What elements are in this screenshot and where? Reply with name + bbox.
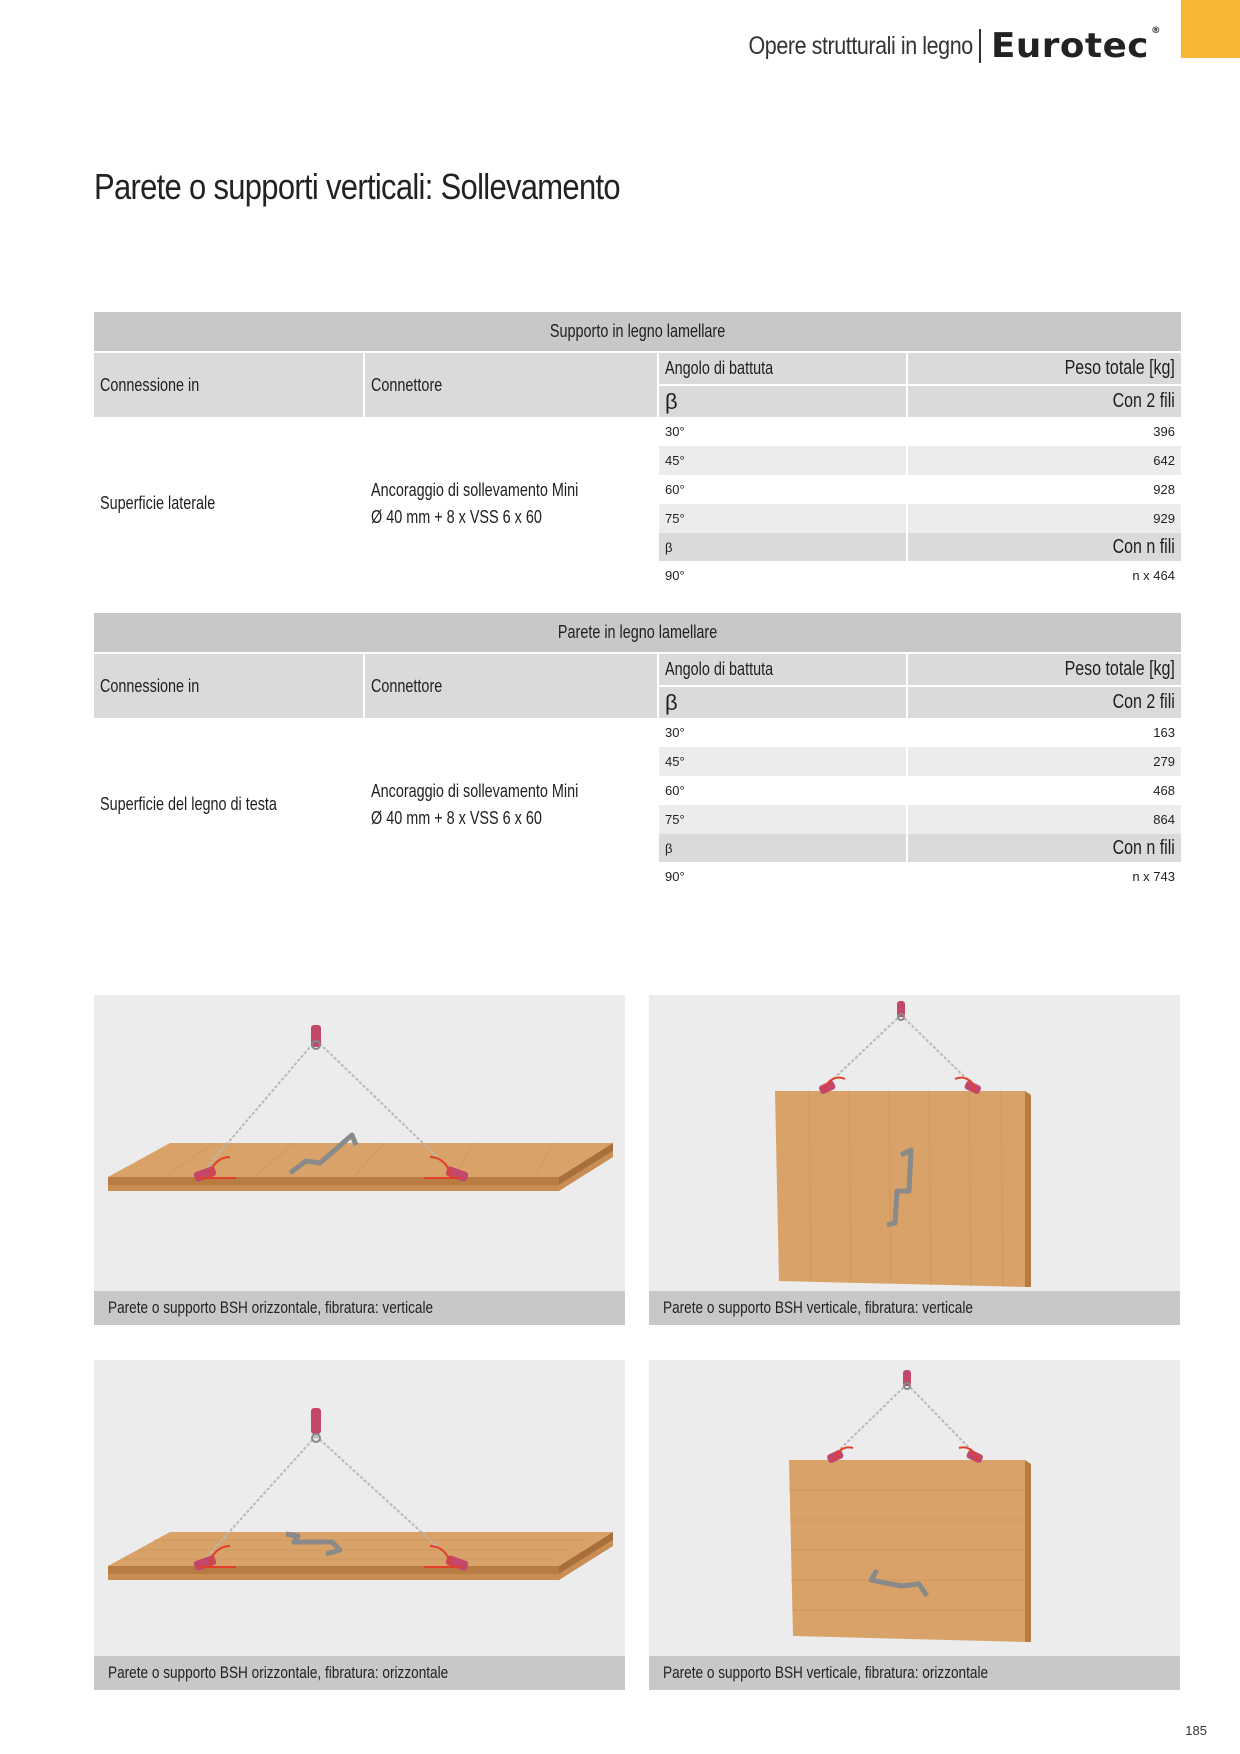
header-angolo: Angolo di battuta: [659, 654, 906, 685]
table-row: 45° 642: [659, 446, 1181, 475]
figure-vertical-vertical-grain: [649, 995, 1180, 1325]
header-connessione: Connessione in: [94, 353, 363, 417]
page-title: Parete o supporti verticali: Sollevamento: [94, 166, 620, 207]
header-beta: β: [659, 386, 906, 417]
cell-connessione: Superficie del legno di testa: [100, 794, 277, 814]
vertical-panel-illustration: [649, 995, 1180, 1291]
figure-caption: Parete o supporto BSH orizzontale, fibratura: orizzontale: [94, 1656, 625, 1690]
table-title: Supporto in legno lamellare: [94, 312, 1181, 351]
section-title: Opere strutturali in legno: [748, 31, 973, 60]
header-beta: β: [659, 687, 906, 718]
table-row: 75° 864: [659, 805, 1181, 834]
brand-name: Eurotec: [990, 26, 1149, 66]
table-body: [94, 417, 1181, 590]
vertical-panel-illustration: [649, 1360, 1180, 1656]
figure-vertical-horizontal-grain: [649, 1360, 1180, 1690]
header-peso: Peso totale [kg]: [908, 654, 1181, 685]
header-connettore: Connettore: [365, 654, 657, 718]
load-table-parete: [94, 613, 1181, 891]
header-connessione: Connessione in: [94, 654, 363, 718]
figure-horizontal-vertical-grain: [94, 995, 625, 1325]
figure-horizontal-horizontal-grain: [94, 1360, 625, 1690]
cell-connessione: Superficie laterale: [100, 493, 216, 513]
cell-connettore: Ancoraggio di sollevamento Mini Ø 40 mm + 8 x VSS 6 x 60: [371, 479, 579, 527]
table-body: [94, 718, 1181, 891]
page-number: 185: [1185, 1723, 1207, 1738]
figure-caption: Parete o supporto BSH verticale, fibratura: orizzontale: [649, 1656, 1180, 1690]
header-connettore: Connettore: [365, 353, 657, 417]
table-row: 45° 279: [659, 747, 1181, 776]
table-row: 75° 929: [659, 504, 1181, 533]
registered-mark: ®: [1151, 26, 1162, 36]
horizontal-panel-illustration: [94, 1360, 625, 1656]
header-divider: [979, 29, 981, 63]
accent-tab: [1181, 0, 1240, 58]
table-header: [94, 353, 1181, 417]
table-row: 30° 163: [665, 725, 1175, 740]
load-table-supporto: [94, 312, 1181, 590]
header-angolo: Angolo di battuta: [659, 353, 906, 384]
figure-caption: Parete o supporto BSH verticale, fibratura: verticale: [649, 1291, 1180, 1325]
table-row: 90° n x 743: [665, 869, 1175, 884]
horizontal-panel-illustration: [94, 995, 625, 1291]
table-row: 60° 468: [665, 783, 1175, 798]
table-row-beta: β Con n fili: [659, 533, 1181, 561]
table-header: [94, 654, 1181, 718]
table-row: 30° 396: [665, 424, 1175, 439]
header-peso: Peso totale [kg]: [908, 353, 1181, 384]
table-row-beta: β Con n fili: [659, 834, 1181, 862]
table-title: Parete in legno lamellare: [94, 613, 1181, 652]
header-con-2-fili: Con 2 fili: [908, 687, 1181, 718]
table-row: 60° 928: [665, 482, 1175, 497]
figure-caption: Parete o supporto BSH orizzontale, fibratura: verticale: [94, 1291, 625, 1325]
header-con-2-fili: Con 2 fili: [908, 386, 1181, 417]
cell-connettore: Ancoraggio di sollevamento Mini Ø 40 mm + 8 x VSS 6 x 60: [371, 780, 579, 828]
page-header: [712, 26, 1162, 66]
table-row: 90° n x 464: [665, 568, 1175, 583]
brand-logo: [991, 26, 1161, 66]
